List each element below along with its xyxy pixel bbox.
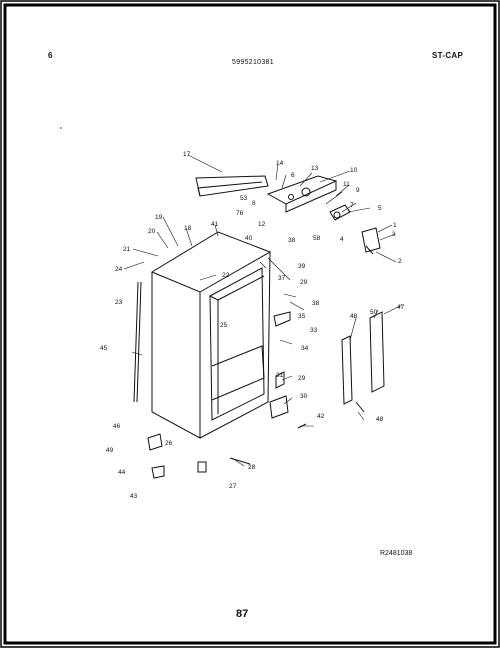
callout: 21 <box>123 246 131 253</box>
callout: 58 <box>313 235 321 242</box>
callout: 42 <box>317 413 325 420</box>
cabinet-shell <box>152 272 200 438</box>
callout: 22 <box>222 272 230 279</box>
callout: 1 <box>393 222 397 229</box>
callout: 41 <box>211 221 219 228</box>
callout: 38 <box>312 300 320 307</box>
callout: 35 <box>298 313 306 320</box>
callout: 39 <box>298 263 306 270</box>
callout: 13 <box>311 165 319 172</box>
callout: 76 <box>236 210 244 217</box>
channel-48 <box>342 336 352 404</box>
callout: 33 <box>310 327 318 334</box>
callout: 38 <box>288 237 296 244</box>
callout: 34 <box>301 345 309 352</box>
channel-47 <box>370 312 384 392</box>
callout: 30 <box>300 393 308 400</box>
top-bracket <box>196 176 268 196</box>
callout: 29 <box>298 375 306 382</box>
callout: 18 <box>184 225 192 232</box>
callout: 27 <box>229 483 237 490</box>
callout: 47 <box>397 304 405 311</box>
reference-code: R2481038 <box>380 550 413 557</box>
callout: 28 <box>248 464 256 471</box>
callout: 48 <box>350 313 358 320</box>
callout: 4 <box>340 236 344 243</box>
callout: 24 <box>115 266 123 273</box>
page-number: 6 <box>48 51 53 60</box>
callout: 29 <box>300 279 308 286</box>
callout: 8 <box>252 200 256 207</box>
callout: 3 <box>392 231 396 238</box>
callout: 53 <box>240 195 248 202</box>
callout: 7 <box>350 202 354 209</box>
callout: 11 <box>343 181 350 188</box>
callout: 14 <box>276 160 284 167</box>
callout: 46 <box>113 423 121 430</box>
footer-page-number: 87 <box>236 608 249 620</box>
cabinet-top <box>152 232 270 292</box>
callout: 10 <box>350 167 358 174</box>
callout: 44 <box>118 469 126 476</box>
callout: 6 <box>291 172 295 179</box>
callout: 17 <box>183 151 191 158</box>
callout: 31 <box>276 372 284 379</box>
callout: 20 <box>148 228 156 235</box>
callout: 9 <box>356 187 360 194</box>
callout: 12 <box>258 221 266 228</box>
callout: 40 <box>245 235 253 242</box>
callout: 23 <box>115 299 123 306</box>
callout: 49 <box>106 447 114 454</box>
callout: 45 <box>100 345 108 352</box>
callout: 19 <box>155 214 163 221</box>
callout: 43 <box>130 493 138 500</box>
model-number: 5995210381 <box>232 59 274 66</box>
callout: 5 <box>378 205 382 212</box>
callout: 50 <box>370 309 378 316</box>
callout: 48 <box>376 416 384 423</box>
callout: 25 <box>220 322 228 329</box>
callout: 37 <box>278 275 286 282</box>
callout: 2 <box>398 258 402 265</box>
callout: 26 <box>165 440 173 447</box>
model-code: ST-CAP <box>432 51 464 60</box>
callout-labels <box>100 151 405 500</box>
